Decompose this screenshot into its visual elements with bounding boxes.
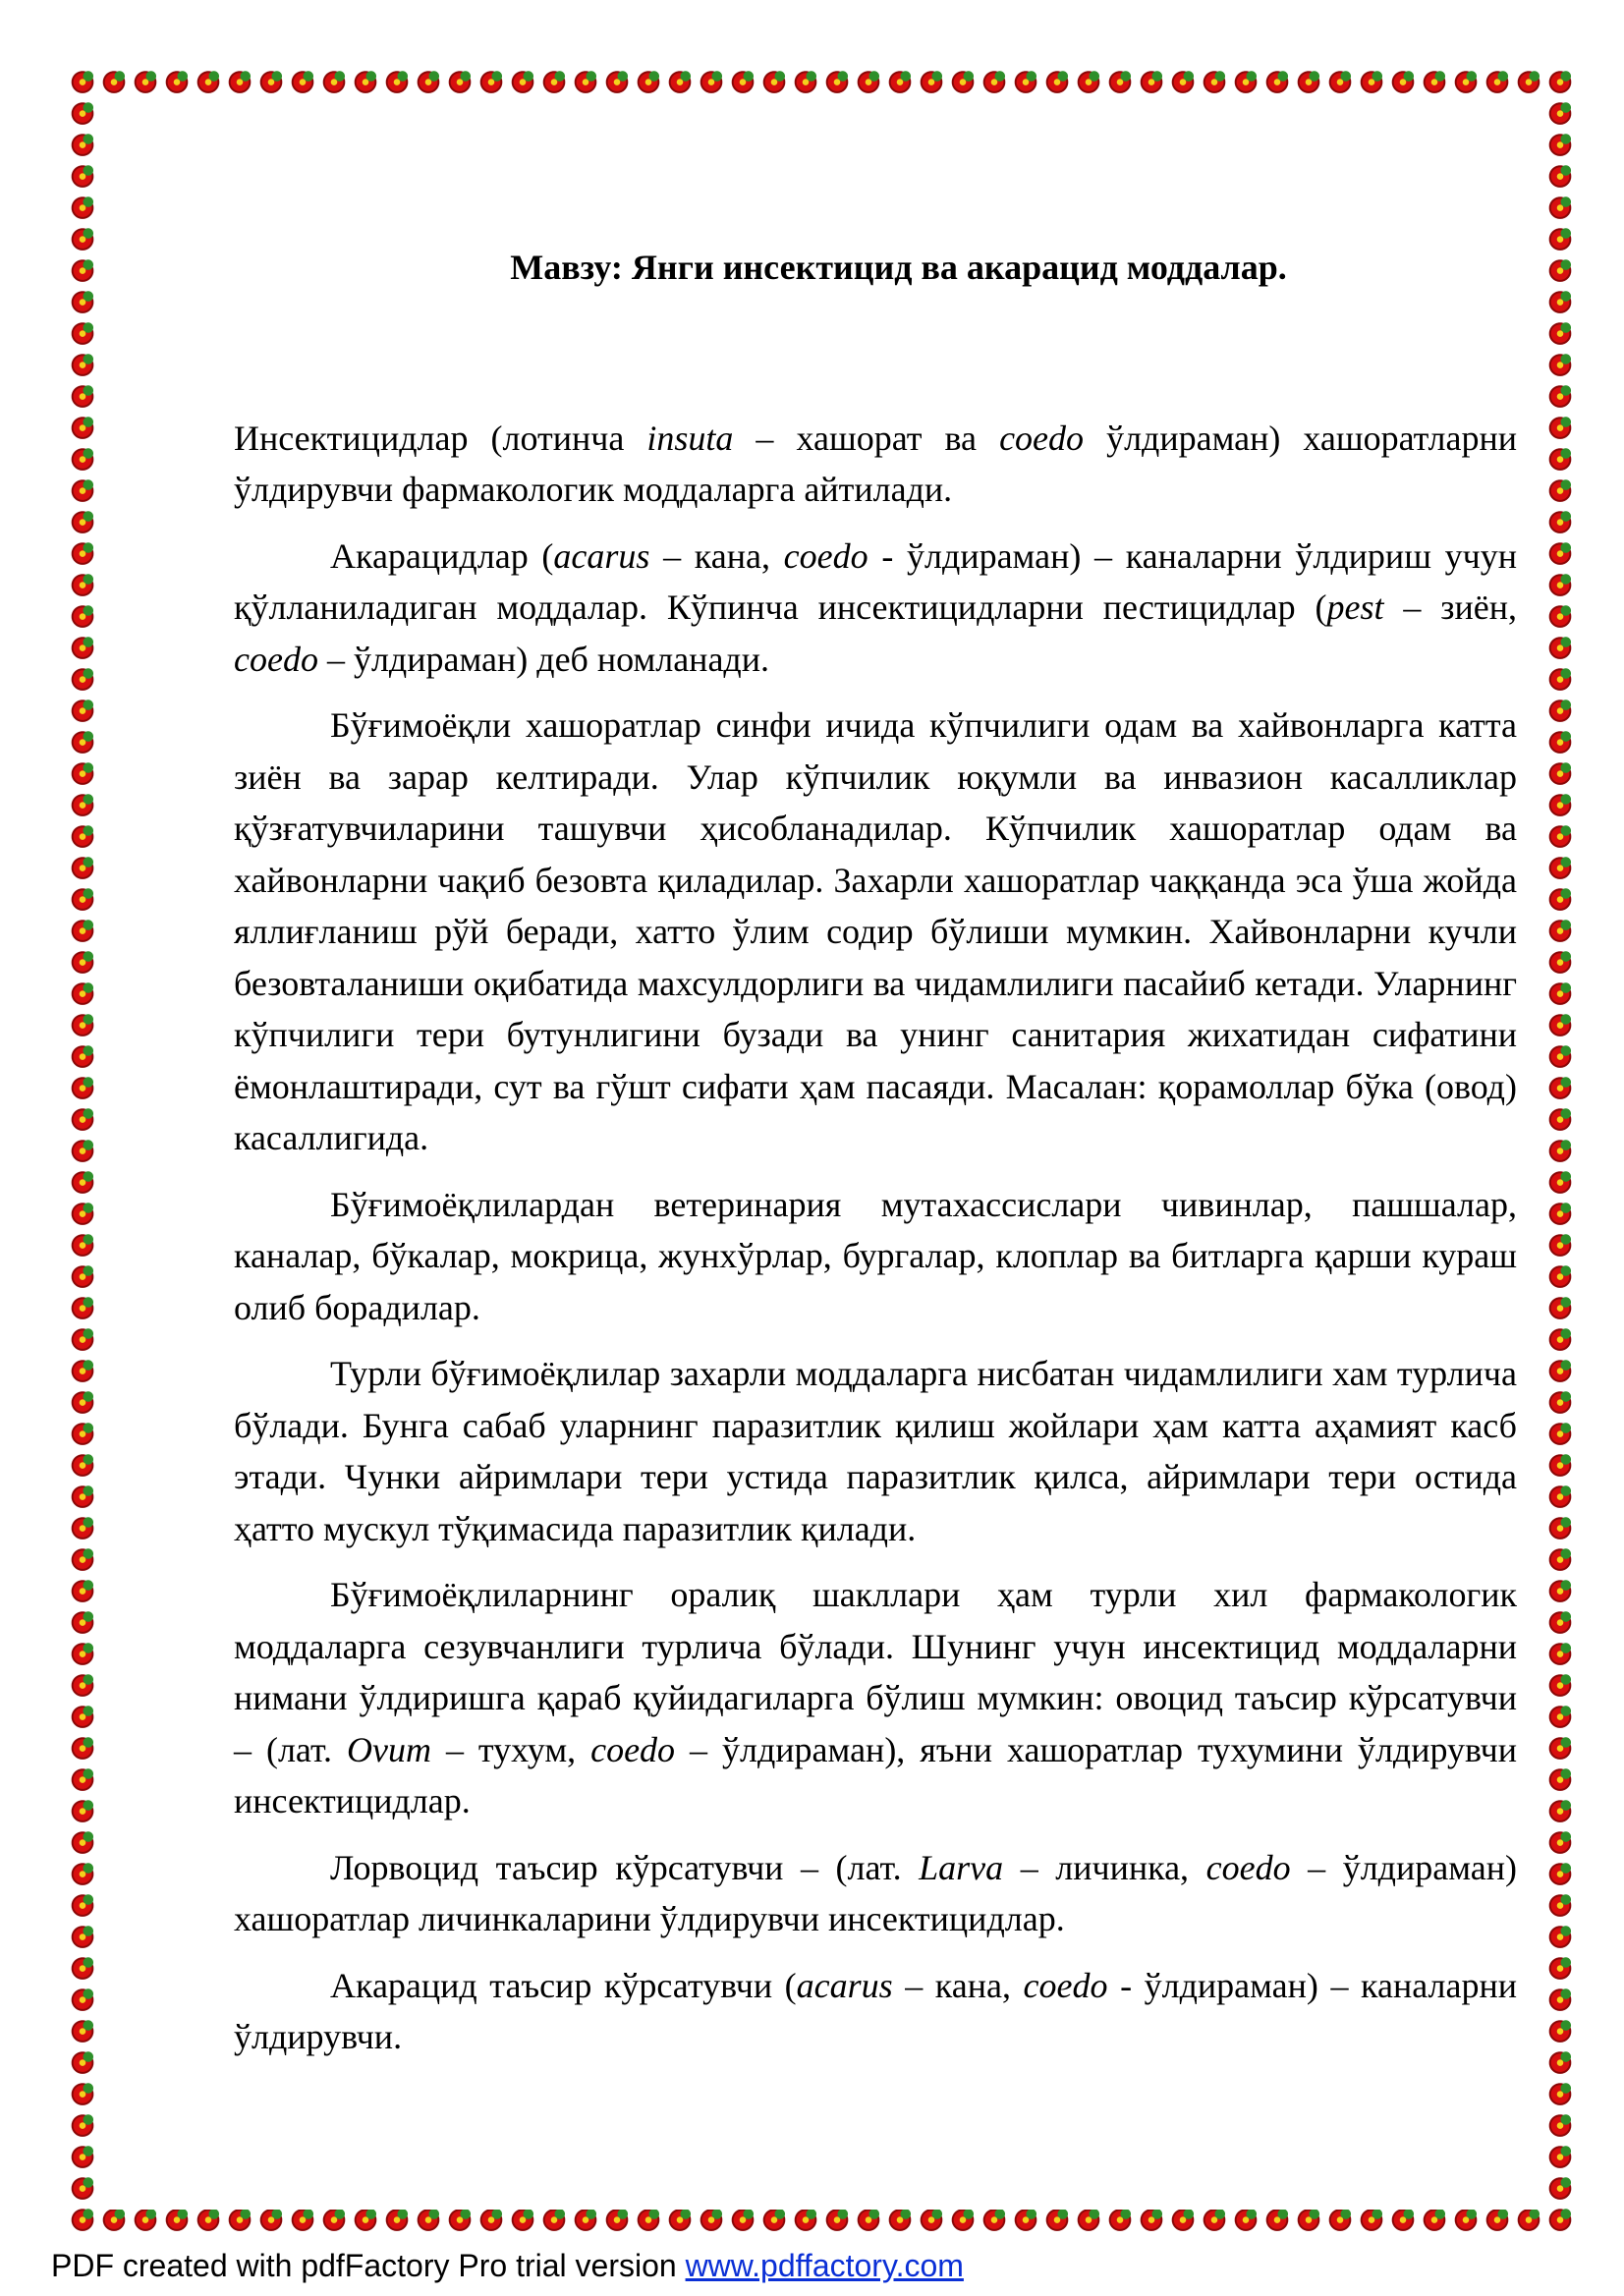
latin-term: Larva: [919, 1847, 1004, 1887]
text-run: - ўлдираман) – каналарни ўлдирувчи.: [234, 1965, 1517, 2056]
text-run: - ўлдираман) – каналарни ўлдириш учун қўлланиладиган моддалар. Кўпинча инсектицидларни пестицидлар (: [234, 535, 1517, 627]
latin-term: coedo: [1205, 1847, 1291, 1887]
watermark-text: PDF created with pdfFactory Pro trial version: [51, 2248, 686, 2283]
text-run: ўлдираман) хашоратларни ўлдирувчи фармакологик моддаларга айтилади.: [234, 418, 1517, 509]
text-run: Акарацидлар (: [330, 535, 554, 576]
latin-term: coedo: [999, 418, 1085, 458]
latin-term: pest: [1326, 588, 1384, 627]
text-run: Инсектицидлар (лотинча: [234, 418, 647, 458]
text-run: Бўғимоёқлилардан ветеринария мутахассислари чивинлар, пашшалар, каналар, бўкалар, мокрица, жунхўрлар, бургалар, клоплар ва битларга қарши кураш олиб борадилар.: [234, 1184, 1517, 1327]
latin-term: coedo: [783, 535, 868, 576]
text-run: Бўғимоёқлиларнинг оралиқ шакллари ҳам турли хил фармакологик моддаларга сезувчанлиги турлича бўлади. Шунинг учун инсектицид моддаларни нимани ўлдиришга қараб қуйидагиларга бўлиш мумкин: овоцид таъсир кўрсатувчи – (лат.: [234, 1575, 1517, 1769]
paragraph-vet-control: [234, 1179, 1517, 1334]
text-run: – ўлдираман) хашоратлар личинкаларини ўлдирувчи инсектицидлар.: [234, 1847, 1517, 1938]
text-run: – личинка,: [1003, 1847, 1206, 1887]
document-body: [234, 242, 1517, 2078]
latin-term: acarus: [796, 1965, 893, 2005]
text-run: – хашорат ва: [733, 418, 1000, 458]
text-run: – тухум,: [430, 1729, 591, 1769]
latin-term: Ovum: [346, 1729, 431, 1769]
latin-term: coedo: [590, 1729, 676, 1769]
pdf-watermark: [51, 2246, 964, 2285]
latin-term: coedo: [234, 639, 318, 679]
latin-term: coedo: [1023, 1965, 1108, 2005]
paragraph-resistance: [234, 1348, 1517, 1554]
paragraph-acaricide-action: [234, 1960, 1517, 2063]
text-run: – ўлдираман) деб номланади.: [317, 639, 770, 679]
text-run: – кана,: [649, 535, 784, 576]
text-run: Лорвоцид таъсир кўрсатувчи – (лат.: [330, 1847, 920, 1887]
paragraph-ovocide: [234, 1569, 1517, 1827]
text-run: Бўғимоёқли хашоратлар синфи ичида кўпчилиги одам ва хайвонларга катта зиён ва зарар келтиради. Улар кўпчилик юқумли ва инвазион касалликлар қўзғатувчиларини ташувчи ҳисобланадилар. Кўпчилик хашоратлар одам ва хайвонларни чақиб безовта қиладилар. Захарли хашоратлар чаққанда эса ўша жойда яллиғланиш рўй беради, хатто ўлим содир бўлиши мумкин. Хайвонларни кучли безовталаниши оқибатида махсулдорлиги ва чидамлилиги пасайиб кетади. Уларнинг кўпчилиги тери бутунлигини бузади ва унинг санитария жихатидан сифатини ёмонлаштиради, сут ва гўшт сифати ҳам пасаяди. Масалан: қорамоллар бўка (овод) касаллигида.: [234, 705, 1517, 1157]
paragraph-insecticides: [234, 413, 1517, 516]
text-run: Турли бўғимоёқлилар захарли моддаларга нисбатан чидамлилиги хам турлича бўлади. Бунга сабаб уларнинг паразитлик қилиш жойлари ҳам катта аҳамият касб этади. Чунки айримлари тери устида паразитлик қилса, айримлари тери остида ҳатто мускул тўқимасида паразитлик қилади.: [234, 1354, 1517, 1548]
text-run: Акарацид таъсир кўрсатувчи (: [330, 1965, 797, 2005]
paragraph-larvicide: [234, 1842, 1517, 1945]
text-run: – кана,: [892, 1965, 1024, 2005]
page-title: Мавзу: Янги инсектицид ва акарацид моддалар.: [510, 248, 1287, 287]
text-run: – зиён,: [1383, 588, 1517, 627]
latin-term: acarus: [553, 535, 650, 576]
latin-term: insuta: [646, 418, 734, 458]
paragraph-acaricides: [234, 531, 1517, 686]
text-run: – ўлдираман), яъни хашоратлар тухумини ўлдирувчи инсектицидлар.: [234, 1729, 1518, 1820]
paragraph-arthropod-harm: [234, 700, 1517, 1164]
pdffactory-link[interactable]: www.pdffactory.com: [685, 2248, 964, 2283]
